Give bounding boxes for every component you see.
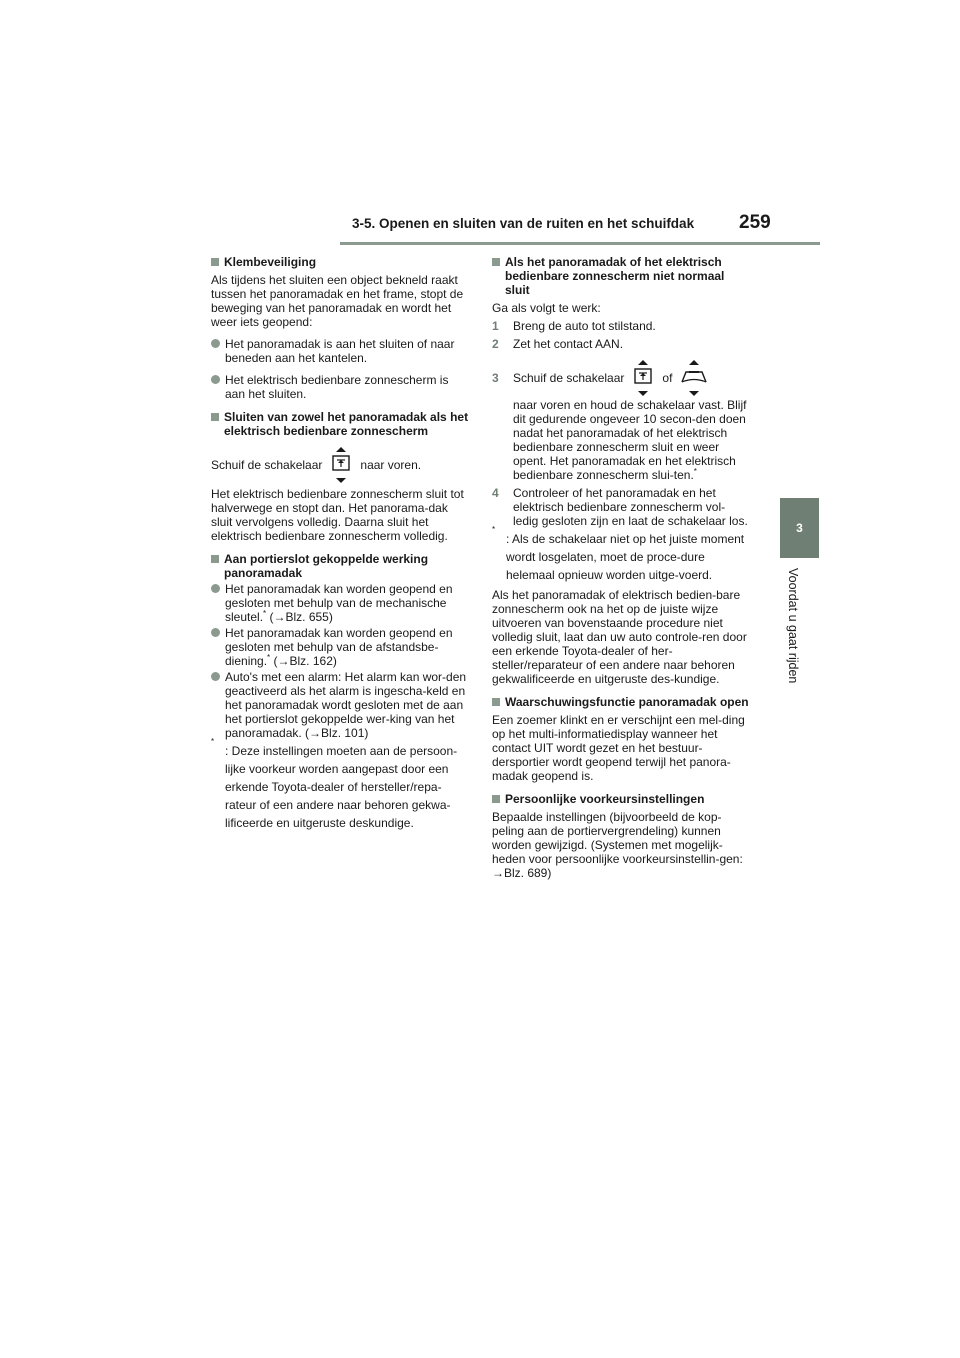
chapter-label: Voordat u gaat rijden — [786, 568, 800, 684]
square-bullet-icon — [211, 258, 219, 266]
left-column — [211, 255, 469, 832]
paragraph: Een zoemer klinkt en er verschijnt een mel-ding op het multi-informatiedisplay wanneer het contact UIT wordt gezet en het bestuur-dersportier wordt geopend terwijl het panora-madak geopend is. — [492, 713, 745, 783]
page-number: 259 — [739, 212, 771, 233]
bullet-item: Auto's met een alarm: Het alarm kan wor-den geactiveerd als het alarm is ingescha-keld en het panoramadak wordt gesloten met de aan het portierslot gekoppelde wer-king van het panoramadak. (→Blz. 101) — [211, 670, 469, 740]
section-heading: Als het panoramadak of het elektrisch bedienbare zonnescherm niet normaal sluit — [492, 255, 750, 297]
paragraph: Als het panoramadak of elektrisch bedien-bare zonnescherm ook na het op de juiste wijze uitvoeren van bovenstaande procedure niet volledig sluit, laat dan uw auto controle-ren door een erkende Toyota-dealer of her-steller/reparateur of een andere naar behoren gekwalificeerde en uitgeruste des-kundige. — [492, 588, 747, 686]
paragraph: Als tijdens het sluiten een object bekneld raakt tussen het panoramadak en het frame, stopt de beweging van het panoramadak en wordt het weer iets geopend: — [211, 273, 464, 329]
round-bullet-icon — [211, 628, 220, 637]
bullet-item: Het panoramadak is aan het sluiten of naar beneden aan het kantelen. — [211, 337, 469, 365]
bullet-item: Het panoramadak kan worden geopend en gesloten met behulp van de mechanische sleutel.* (→Blz. 655) — [211, 582, 469, 624]
section-heading: Klembeveiliging — [211, 255, 469, 269]
chapter-tab: 3 — [780, 498, 819, 558]
step-item: 1 Breng de auto tot stilstand. — [492, 319, 656, 333]
sunroof-switch-icon — [630, 360, 656, 396]
section-heading: Persoonlijke voorkeursinstellingen — [492, 792, 750, 806]
round-bullet-icon — [211, 672, 220, 681]
step-item: naar voren en houd de schakelaar vast. Blijf dit gedurende ongeveer 10 secon-den doen nadat het panoramadak of het elektrisch bedienbare zonnescherm sluit en weer opent. Het panoramadak en het elektrisch bedienbare zonnescherm slui-ten.* — [513, 398, 747, 482]
section-title: 3-5. Openen en sluiten van de ruiten en het schuifdak — [352, 216, 695, 231]
square-bullet-icon — [492, 258, 500, 266]
step-number: 3 — [492, 371, 499, 385]
paragraph: Het elektrisch bedienbare zonnescherm sluit tot halverwege en stopt dan. Het panorama-dak sluit vervolgens volledig. Daarna sluit het elektrisch bedienbare zonnescherm volledig. — [211, 487, 464, 543]
step-number: 1 — [492, 319, 499, 333]
square-bullet-icon — [492, 698, 500, 706]
bullet-item: Het elektrisch bedienbare zonnescherm is aan het sluiten. — [211, 373, 469, 401]
footnote: * : Deze instellingen moeten aan de persoon-lijke voorkeur worden aangepast door een erkende Toyota-dealer of hersteller/repa-rateur of een andere naar behoren gekwa-lificeerde en uitgeruste deskundige. — [211, 737, 458, 830]
sunroof-switch-icon — [328, 447, 354, 483]
paragraph: Bepaalde instellingen (bijvoorbeeld de kop-peling aan de portiervergrendeling) kunnen worden gewijzigd. (Systemen met mogelijk-heden voor persoonlijke voorkeursinstellin-gen: →Blz. 689) — [492, 810, 743, 880]
step-item: 2 Zet het contact AAN. — [492, 337, 624, 351]
step-item: 3 Schuif de schakelaar of — [492, 360, 750, 396]
section-heading: Sluiten van zowel het panoramadak als het elektrisch bedienbare zonnescherm — [211, 410, 469, 438]
switch-instruction: Schuif de schakelaar naar voren. — [211, 447, 469, 483]
footnote: * : Als de schakelaar niet op het juiste moment wordt losgelaten, moet de proce-dure helemaal opnieuw worden uitge-voerd. — [492, 525, 745, 582]
square-bullet-icon — [492, 795, 500, 803]
step-number: 4 — [492, 486, 499, 500]
step-number: 2 — [492, 337, 499, 351]
round-bullet-icon — [211, 584, 220, 593]
sunshade-switch-icon — [678, 360, 710, 396]
bullet-item: Het panoramadak kan worden geopend en gesloten met behulp van de afstandsbe-diening.* (→Blz. 162) — [211, 626, 469, 668]
round-bullet-icon — [211, 339, 220, 348]
square-bullet-icon — [211, 555, 219, 563]
paragraph: Ga als volgt te werk: — [492, 301, 601, 315]
header-divider — [340, 242, 820, 245]
right-column — [492, 255, 750, 880]
square-bullet-icon — [211, 413, 219, 421]
section-heading: Waarschuwingsfunctie panoramadak open — [492, 695, 750, 709]
section-heading: Aan portierslot gekoppelde werking panoramadak — [211, 552, 469, 580]
round-bullet-icon — [211, 375, 220, 384]
step-item: 4 Controleer of het panoramadak en het elektrisch bedienbare zonnescherm vol-ledig gesloten zijn en laat de schakelaar los. — [492, 486, 748, 528]
